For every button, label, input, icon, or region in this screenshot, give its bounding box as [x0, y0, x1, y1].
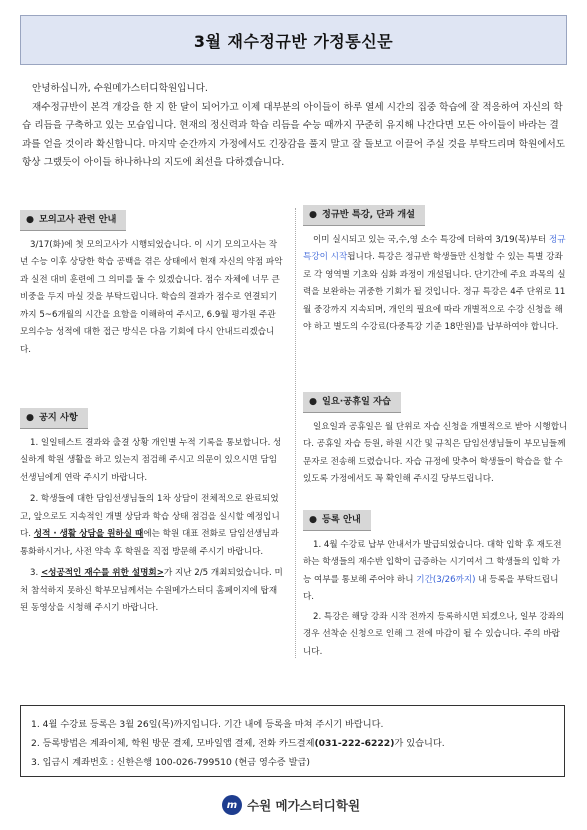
section-heading — [303, 205, 425, 226]
special-highlight: 정규 특강이 시작 — [303, 234, 566, 262]
register-item-1 — [303, 537, 568, 607]
bullet-icon: ● — [309, 514, 318, 525]
section-heading — [303, 510, 371, 531]
footer-phone: (031-222-6222) — [314, 738, 395, 749]
section-text: 3/17(화)에 첫 모의고사가 시행되었습니다. 이 시기 모의고사는 작년 수능 이후 상당한 학습 공백을 겪은 상태에서 현재 자신의 약점 파악과 실전 대비 훈련에 그 의미를 둘 수 있겠습니다. 점수 자체에 너무 큰 비중을 두지 마실 것을 부탁드립니다. 학습의 결과가 점수로 연결되기까지 5~6개월의 시간을 요함을 이해하여 주시고, 6.9월 평가원 주관 모의수능 성적에 대한 접근 방식은 다음 기회에 다시 안내드리겠습니다. — [20, 239, 283, 355]
logo-mark-icon: m — [222, 795, 242, 815]
notice-item-2 — [20, 491, 285, 561]
section-register — [303, 510, 568, 661]
footer-line-2-text: 2. 등록방법은 계좌이체, 학원 방문 결제, 모바일앱 결제, 전화 카드결제 — [31, 738, 315, 749]
register-item-1-text: 1. 4월 수강료 납부 안내서가 발급되었습니다. 대학 입학 후 재도전하는 학생들의 재수반 입학이 급증하는 시기여서 그 학생들의 입학 가능 여부를 통보해 주어야 하니 — [303, 539, 562, 585]
register-item-2: 2. 특강은 해당 강좌 시작 전까지 등록하시면 되겠으나, 일부 강좌의 경우 선착순 신청으로 인해 그 전에 마감이 될 수 있습니다. 주의 바랍니다. — [303, 611, 565, 657]
intro — [22, 80, 567, 173]
notice-item-3 — [20, 565, 285, 618]
intro-body: 재수정규반이 본격 개강을 한 지 한 달이 되어가고 이제 대부분의 아이들이 하루 열세 시간의 집중 학습에 잘 적응하여 자신의 학습 리듬을 구축하고 있는 모습입니다. 현재의 정신력과 학습 리듬을 수능 때까지 꾸준히 유지해 나간다면 모든 아이들이 바라는 결과를 얻을 것이라 확신합니다. 마지막 순간까지 가정에서도 긴장감을 풀지 말고 잘 돌보고 이끌어 주실 것을 부탁드리며 학원에서도 항상 그랬듯이 아이들 하나하나의 지도에 최선을 다하겠습니다. — [22, 101, 566, 168]
footer-line-2 — [31, 734, 564, 753]
bullet-icon: ● — [309, 209, 318, 220]
footer-line-2-tail: 가 있습니다. — [394, 738, 445, 749]
notice-item-3-text: 가 지난 2/5 개최되었습니다. 미처 참석하지 못하신 학부모님께서는 수원메가스터디 홈페이지에 탑재된 동영상을 시청해 주시기 바랍니다. — [20, 568, 283, 613]
notice-item-3-num: 3. — [30, 568, 39, 578]
special-text-2: 됩니다. 특강은 정규반 학생들만 신청할 수 있는 특별 강좌로 각 영역별 기초와 심화 과정이 개설됩니다. 단기간에 주요 과목의 실력을 보완하는 귀중한 기회가 될 것입니다. 정규 특강은 4주 단위로 11월 중강까지 지속되며, 개인의 필요에 따라 개별적으로 수강 신청을 해야 하고 별도의 수강료(다중특강 기준 18만원)를 납부하여야 합니다. — [303, 252, 566, 332]
bullet-icon: ● — [26, 412, 35, 423]
notice-item-2-underline: 성적 · 생활 상담을 원하실 때 — [33, 529, 144, 539]
section-holiday — [303, 392, 568, 489]
page-title: 3월 재수정규반 가정통신문 — [193, 31, 394, 51]
section-text: 일요일과 공휴일은 월 단위로 자습 신청을 개별적으로 받아 시행합니다. 공휴일 자습 등원, 하원 시간 및 규칙은 담임선생님들이 부모님들께 문자로 전송해 드렸습니다. 자습 규정에 맞추어 학생들이 학습을 할 수 있도록 가정에서도 꼭 확인해 주시길 당부드립니다. — [303, 421, 568, 484]
section-heading-label: 공지 사항 — [39, 412, 78, 423]
section-special — [303, 205, 568, 337]
footer-summary-box — [20, 705, 565, 777]
title-box — [20, 15, 567, 65]
bullet-icon: ● — [309, 396, 318, 407]
footer-line-3: 3. 입금시 계좌번호 : 신한은행 100-026-799510 (현금 영수증 발급) — [31, 757, 310, 768]
notice-item-2-text-b: 에는 학원 대표 전화로 담임선생님과 통화하시거나, 사전 약속 후 학원을 직접 방문해 주시기 바랍니다. — [20, 529, 279, 557]
register-item-1-text-b: 내 등록을 부탁드립니다. — [303, 574, 559, 602]
intro-greeting: 안녕하십니까, 수원메가스터디학원입니다. — [32, 83, 208, 94]
section-text — [303, 232, 568, 337]
section-heading — [303, 392, 401, 413]
academy-logo — [222, 795, 360, 815]
section-heading-label: 등록 안내 — [322, 514, 361, 525]
section-heading — [20, 408, 88, 429]
notice-item-2-text: 2. 학생들에 대한 담임선생님들의 1차 상담이 전체적으로 완료되었고, 앞으로도 지속적인 개별 상담과 학습 상태 점검을 실시할 예정입니다. — [20, 494, 280, 539]
logo-name: 수원 메가스터디학원 — [247, 798, 361, 813]
bullet-icon: ● — [26, 214, 35, 225]
section-notice — [20, 408, 285, 618]
section-mock — [20, 210, 285, 359]
footer-line-1: 1. 4월 수강료 등록은 3월 26일(목)까지입니다. 기간 내에 등록을 마쳐 주시기 바랍니다. — [31, 719, 384, 730]
notice-item-1: 1. 일일테스트 결과와 출결 상황 개인별 누적 기록을 통보합니다. 성실하게 학원 생활을 하고 있는지 점검해 주시고 의문이 있으시면 담임선생님에게 연락 주시기 바랍니다. — [20, 437, 282, 483]
section-heading-label: 모의고사 관련 안내 — [39, 214, 117, 225]
register-highlight: 기간(3/26까지) — [416, 574, 476, 585]
section-heading-label: 정규반 특강, 단과 개설 — [322, 209, 415, 220]
notice-item-3-underline: <성공적인 재수를 위한 설명회> — [40, 568, 164, 578]
column-divider — [295, 208, 296, 658]
special-text-1: 이미 실시되고 있는 국,수,영 소수 특강에 더하여 3/19(목)부터 — [313, 234, 547, 245]
section-heading — [20, 210, 126, 231]
section-heading-label: 일요·공휴일 자습 — [322, 396, 391, 407]
